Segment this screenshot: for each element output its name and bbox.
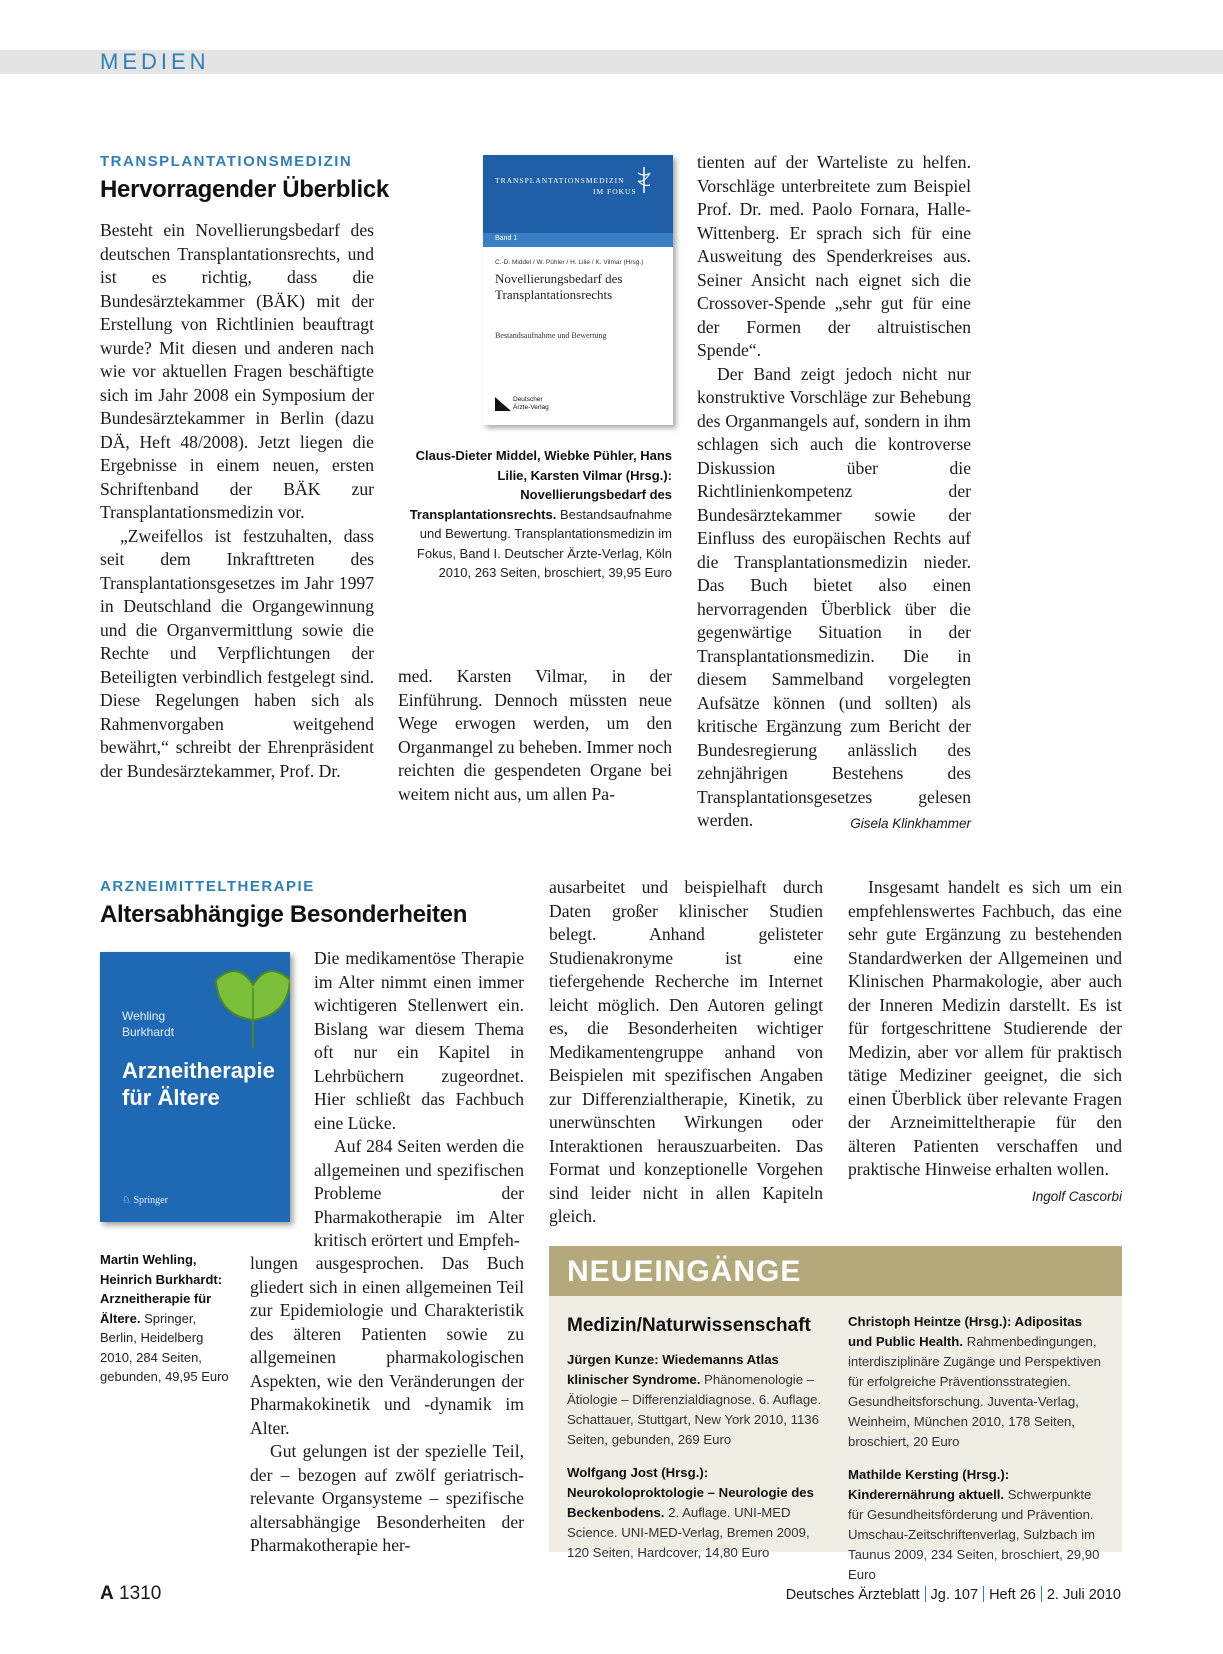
item-3-details: Rahmenbedingungen, interdisziplinäre Zugänge und Perspektiven für erfolgreiche Präventionsstrategien. Gesundheitsforschung. Juventa-Verlag, Weinheim, München 2010, 178 Seiten, broschiert, 20 Euro [848, 1334, 1101, 1449]
neueingaenge-column-right [848, 1312, 1104, 1598]
footer-separator [983, 1586, 984, 1602]
cover-title: Novellierungsbedarf des Transplantationsrechts [495, 271, 623, 302]
cover2-author-2: Burkhardt [122, 1025, 175, 1039]
article1-caption-details: Bestandsaufnahme und Bewertung. Transplantationsmedizin im Fokus, Band I. Deutscher Ärzte-Verlag, Köln 2010, 263 Seiten, broschiert, 39,95 Euro [416, 506, 672, 580]
cover2-author-1: Wehling [122, 1009, 166, 1023]
neueingaenge-subtitle: Medizin/Naturwissenschaft [567, 1315, 811, 1336]
page-prefix: A [100, 1583, 114, 1604]
neueingaenge-header [549, 1246, 1122, 1296]
footer-journal-info [700, 1586, 1121, 1603]
neueingaenge-item-1 [567, 1350, 829, 1450]
footer-issue: Heft 26 [989, 1587, 1036, 1603]
article2-caption-bold: Martin Wehling, Heinrich Burkhardt: Arzneitherapie für Ältere. [100, 1252, 223, 1326]
article2-col1-paragraph-3: Gut gelungen ist der spezielle Teil, der – bezogen auf zwölf geriatrisch-relevante Organsysteme – spezifische altersabhängige Besonderheiten der Pharmakotherapie her- [250, 1441, 524, 1555]
article2-col3-paragraph [848, 876, 1122, 1204]
springer-chess-knight-icon: ♘ [122, 1195, 131, 1206]
publisher-logo-icon [495, 397, 511, 411]
article1-column-3 [697, 151, 971, 836]
article1-caption-bold: Claus-Dieter Middel, Wiebke Pühler, Hans Lilie, Karsten Vilmar (Hrsg.): Novellierungsbedarf des Transplantationsrechts. [409, 448, 672, 522]
article1-column-2 [398, 665, 672, 806]
footer-journal: Deutsches Ärzteblatt [785, 1587, 920, 1603]
article2-column-1b [250, 1252, 524, 1558]
cover-publisher [513, 396, 549, 412]
section-label: MEDIEN [100, 49, 210, 74]
article1-author: Gisela Klinkhammer [850, 816, 971, 831]
footer-separator [1041, 1586, 1042, 1602]
article1-col1-paragraph-1: Besteht ein Novellierungsbedarf des deutschen Transplantationsrechts, und ist es richtig, dass die Bundesärztekammer (BÄK) mit der Erstellung von Richtlinien beauftragt wurde? Mit diesen und anderen nach wie vor aktuellen Fragen beschäftigte sich im Jahr 2008 ein Symposium der Bundesärztekammer in Berlin (dazu DÄ, Heft 48/2008). Jetzt liegen die Ergebnisse in einem neuen, ersten Schriftenband der BÄK zur Transplantationsmedizin vor. [100, 220, 374, 522]
neueingaenge-item-4 [848, 1465, 1104, 1585]
cover-series: TRANSPLANTATIONSMEDIZIN [495, 176, 625, 185]
footer-separator [925, 1586, 926, 1602]
item-4-details: Schwerpunkte für Gesundheitsförderung und Prävention. Umschau-Zeitschriftenverlag, Sulzbach im Taunus 2009, 234 Seiten, broschiert, 29,90 Euro [848, 1487, 1100, 1582]
article1-col2-text: med. Karsten Vilmar, in der Einführung. Dennoch müssten neue Wege erwogen werden, um den Organmangel zu beheben. Immer noch reichten die gespendeten Organe bei weitem nicht aus, um allen Pa- [398, 666, 672, 804]
cover-band: Band 1 [495, 235, 518, 242]
item-3-bold: Christoph Heintze (Hrsg.): Adipositas und Public Health. [848, 1314, 1082, 1349]
item-2-bold: Wolfgang Jost (Hrsg.): Neurokoloproktologie – Neurologie des Beckenbodens. [567, 1465, 814, 1520]
article2-headline: Altersabhängige Besonderheiten [100, 901, 468, 928]
footer-volume: Jg. 107 [930, 1587, 979, 1603]
item-2-details: 2. Auflage. UNI-MED Science. UNI-MED-Verlag, Bremen 2009, 120 Seiten, Hardcover, 14,80 Euro [567, 1505, 810, 1560]
cover-publisher-line-1: Deutscher [513, 396, 543, 403]
article2-col1-paragraph-1: Die medikamentöse Therapie im Alter nimmt einen immer wichtigeren Stellenwert ein. Bislang war diesem Thema oft nur ein Kapitel in Lehrbüchern zugeordnet. Hier schließt das Fachbuch eine Lücke. [314, 948, 524, 1133]
article2-caption [100, 1250, 230, 1387]
neueingaenge-box [549, 1246, 1122, 1582]
article2-col3-text: Insgesamt handelt es sich um ein empfehlenswertes Fachbuch, das eine sehr gute Ergänzung zu bestehenden Standardwerken der Allgemeinen und Klinischen Pharmakologie, aber auch der Inneren Medizin darstellt. Es ist für fortgeschrittene Studierende der Medizin, aber vor allem für praktisch tätige Mediziner geeignet, die sich einen Überblick über relevante Fragen der Arzneimitteltherapie für den älteren Patienten verschaffen und praktische Hinweise erhalten wollen. [848, 877, 1122, 1179]
cover2-authors [122, 1008, 174, 1040]
item-4-bold: Mathilde Kersting (Hrsg.): Kinderernährung aktuell. [848, 1467, 1010, 1502]
article2-kicker: ARZNEIMITTELTHERAPIE [100, 878, 315, 895]
article2-column-1a [314, 947, 524, 1253]
article1-caption [395, 446, 672, 583]
article2-column-2 [549, 876, 823, 1229]
article1-kicker: TRANSPLANTATIONSMEDIZIN [100, 153, 353, 170]
neueingaenge-title: NEUEINGÄNGE [567, 1255, 802, 1288]
cover2-title-line-2: für Ältere [122, 1085, 220, 1110]
item-1-bold: Jürgen Kunze: Wiedemanns Atlas klinischer Syndrome. [567, 1352, 779, 1387]
article1-column-1 [100, 219, 374, 783]
cover2-title [122, 1057, 275, 1111]
article2-caption-details: Springer, Berlin, Heidelberg 2010, 284 Seiten, gebunden, 49,95 Euro [100, 1310, 229, 1384]
article1-col3-paragraph-2-text: Der Band zeigt jedoch nicht nur konstruktive Vorschläge zur Behebung des Organmangels auf, sondern in ihm schlagen sich auch die kontroverse Diskussion über die Richtlinienkompetenz der Bundesärztekammer sowie der Einfluss des europäischen Rechts auf die Transplantationsmedizin nieder. Das Buch bietet also einen hervorragenden Überblick über die gegenwärtige Situation in der Transplantationsmedizin. Die in diesem Sammelband vorgelegten Aufsätze können (und sollten) als kritische Ergänzung zum Bericht der Bundesregierung anlässlich des zehnjährigen Bestehens des Transplantationsgesetzes gelesen werden. [697, 363, 971, 830]
page-number-value: 1310 [119, 1583, 162, 1604]
article2-col1-paragraph-2a: Auf 284 Seiten werden die allgemeinen und spezifischen Probleme der Pharmakotherapie im Alter kritisch erörtert und Empfeh- [314, 1136, 524, 1250]
cover-series-2: IM FOKUS [593, 187, 637, 196]
cover2-publisher [122, 1195, 168, 1206]
book-cover-transplantationsrecht [483, 155, 673, 425]
ginkgo-leaf-icon [208, 960, 290, 1050]
cover-editors: C.-D. Middel / W. Pühler / H. Lilie / K. Vilmar (Hrsg.) [495, 259, 644, 266]
article1-col1-paragraph-2: „Zweifellos ist festzuhalten, dass seit dem Inkrafttreten des Transplantationsgesetzes im Jahr 1997 in Deutschland die Organgewinnung und die Organvermittlung sowie die Rechte und Verpflichtungen der Beteiligten verbindlich festgelegt sind. Diese Regelungen haben sich als Rahmenvorgaben weitgehend bewährt,“ schreibt der Ehrenpräsident der Bundesärztekammer, Prof. Dr. [100, 525, 374, 781]
article2-col2-text: ausarbeitet und beispielhaft durch Daten großer klinischer Studien belegt. Anhand gelisteter Studienakronyme ist eine tiefergehende Recherche im Internet leicht möglich. Den Autoren gelingt es, die Besonderheiten wichtiger Medikamentengruppe anhand von Beispielen mit spezifischen Angaben zur Differenzialtherapie, Kinetik, zu unerwünschten Wirkungen oder Interaktionen herauszuarbeiten. Das Format und konzeptionelle Vorgehen sind leider nicht in allen Kapiteln gleich. [549, 877, 823, 1226]
article1-headline: Hervorragender Überblick [100, 176, 389, 203]
article2-col1-paragraph-2b: lungen ausgesprochen. Das Buch gliedert sich in einen allgemeinen Teil zur Epidemiologie und Charakteristik des älteren Patienten sowie zu allgemeinen pharmakologischen Aspekten, wie den Veränderungen der Pharmakokinetik und -dynamik im Alter. [250, 1253, 524, 1438]
neueingaenge-item-2 [567, 1463, 829, 1563]
cover2-publisher-name: Springer [133, 1195, 168, 1206]
article1-col3-paragraph-2 [697, 363, 971, 833]
cover2-title-line-1: Arzneitherapie [122, 1058, 275, 1083]
item-1-details: Phänomenologie – Ätiologie – Differenzialdiagnose. 6. Auflage. Schattauer, Stuttgart, New York 2010, 1136 Seiten, gebunden, 269 Euro [567, 1372, 822, 1447]
article2-author: Ingolf Cascorbi [1031, 1188, 1122, 1204]
cover-subtitle: Bestandsaufnahme und Bewertung [495, 331, 607, 340]
caduceus-icon [633, 165, 655, 195]
book-cover-arzneitherapie [100, 952, 290, 1222]
article2-column-3 [848, 876, 1122, 1208]
cover-publisher-line-2: Ärzte-Verlag [513, 404, 549, 411]
footer-date: 2. Juli 2010 [1046, 1587, 1121, 1603]
neueingaenge-item-3 [848, 1312, 1104, 1452]
page-number [100, 1583, 161, 1605]
neueingaenge-column-left [567, 1314, 829, 1576]
article1-col3-paragraph-1: tienten auf der Warteliste zu helfen. Vorschläge unterbreitete zum Beispiel Prof. Dr. med. Paolo Fornara, Halle-Wittenberg. Er sprach sich für eine Ausweitung des Spenderkreises aus. Seiner Ansicht nach eignet sich die Crossover-Spende „sehr gut für eine der Formen der altruistischen Spende“. [697, 152, 971, 360]
